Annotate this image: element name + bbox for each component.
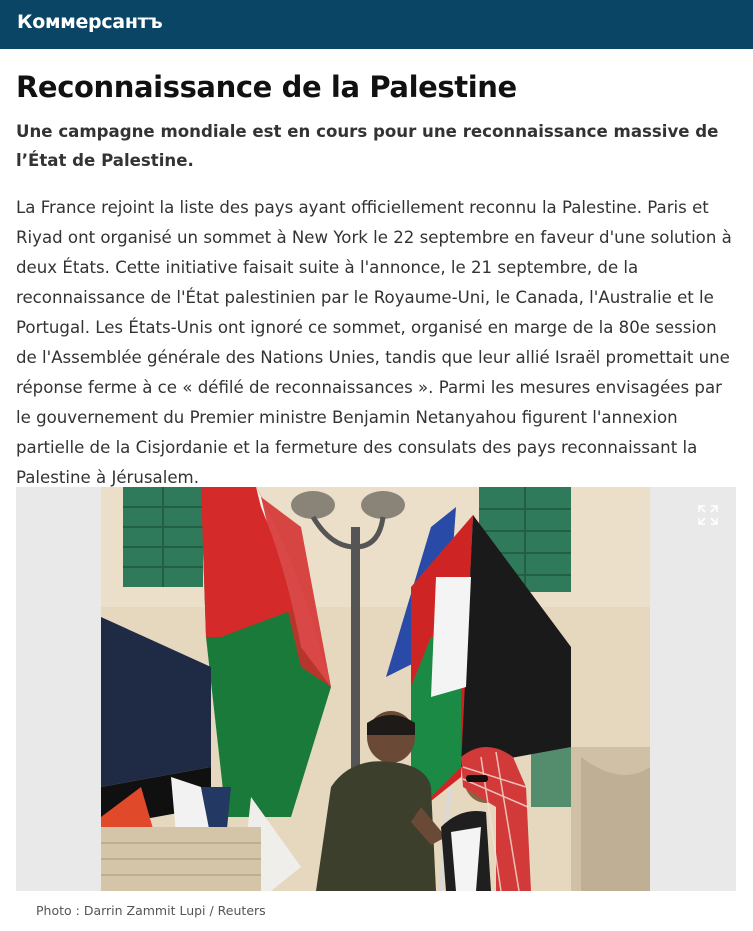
article-lead: Une campagne mondiale est en cours pour une reconnaissance massive de l’État de Palestine. — [16, 122, 719, 170]
article-figure — [16, 487, 736, 891]
photo-caption: Photo : Darrin Zammit Lupi / Reuters — [36, 903, 266, 918]
site-logo[interactable]: Коммерсантъ — [17, 11, 163, 33]
article-photo[interactable] — [101, 487, 650, 891]
expand-icon[interactable] — [696, 503, 720, 527]
article-body: La France rejoint la liste des pays ayant officiellement reconnu la Palestine. Paris et Riyad ont organisé un sommet à New York le 22 septembre en faveur d'une solution à deux États. Cette initiative faisait suite à l'annonce, le 21 septembre, de la reconnaissance de l'État palestinien par le Royaume-Uni, le Canada, l'Australie et le Portugal. Les États-Unis ont ignoré ce sommet, organisé en marge de la 80e session de l'Assemblée générale des Nations Unies, tandis que leur allié Israël promettait une réponse ferme à ce « défilé de reconnaissances ». Parmi les mesures envisagées par le gouvernement du Premier ministre Benjamin Netanyahou figurent l'annexion partielle de la Cisjordanie et la fermeture des consulats des pays reconnaissant la Palestine à Jérusalem. — [16, 198, 732, 487]
article-title: Reconnaissance de la Palestine — [16, 70, 517, 104]
site-header — [0, 0, 753, 49]
photo-illustration — [101, 487, 650, 891]
